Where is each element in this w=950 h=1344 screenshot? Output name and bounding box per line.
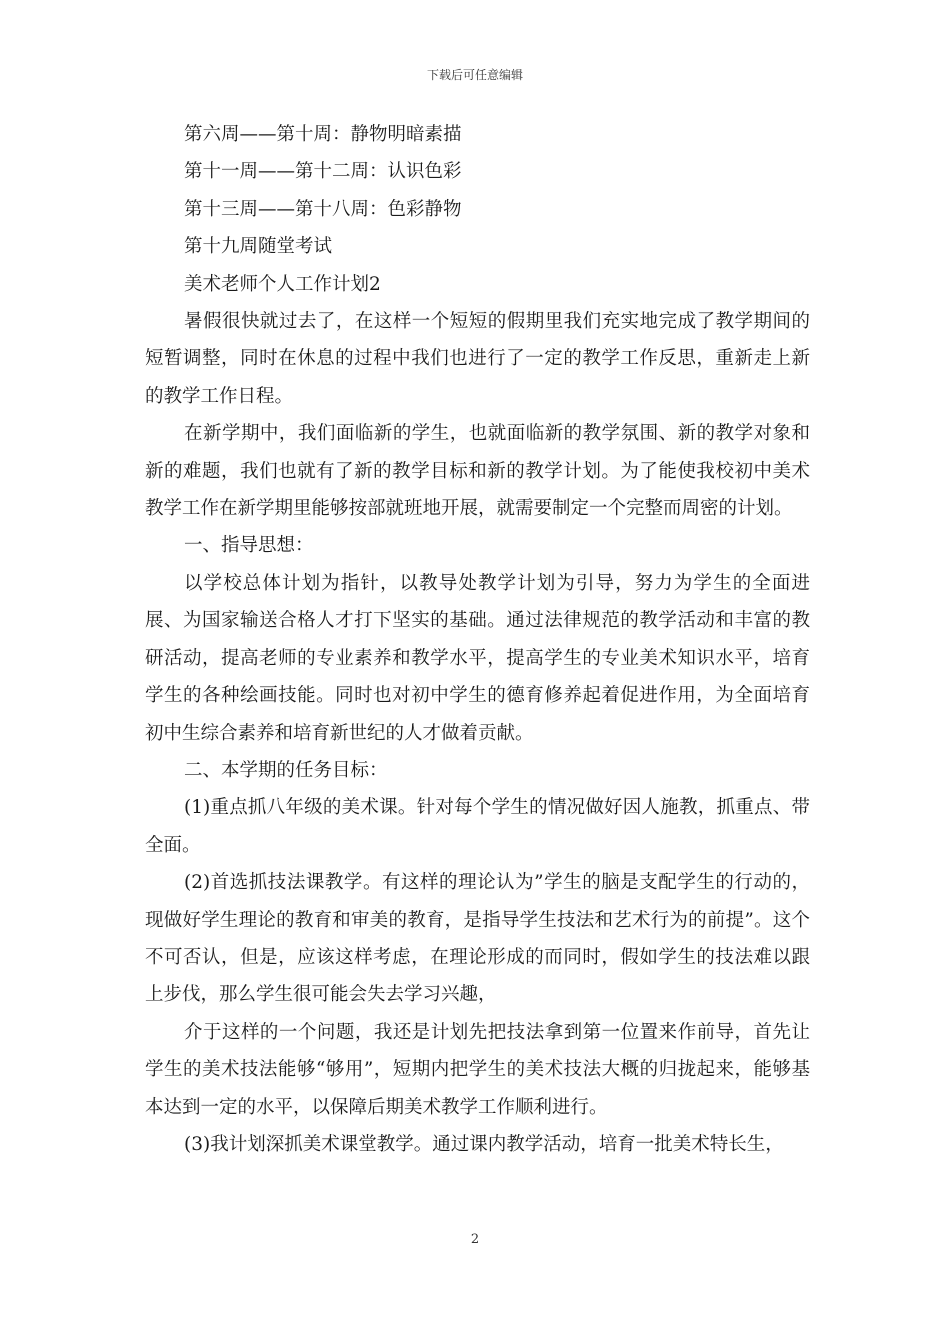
- paragraph: 在新学期中，我们面临新的学生，也就面临新的教学氛围、新的教学对象和新的难题，我们也就有了新的教学目标和新的教学计划。为了能使我校初中美术教学工作在新学期里能够按部就班地开展，就需要制定一个完整而周密的计划。: [145, 423, 810, 520]
- paragraph: 第十三周——第十八周：色彩静物: [184, 198, 462, 220]
- paragraph: 介于这样的一个问题，我还是计划先把技法拿到第一位置来作前导，首先让学生的美术技法能够“够用”，短期内把学生的美术技法大概的归拢起来，能够基本达到一定的水平，以保障后期美术教学工作顺利进行。: [145, 1021, 810, 1118]
- paragraph: (3)我计划深抓美术课堂教学。通过课内教学活动，培育一批美术特长生，: [184, 1133, 784, 1155]
- section-heading: 一、指导思想：: [184, 535, 314, 557]
- section-title: 美术老师个人工作计划2: [184, 273, 381, 295]
- document-body: [145, 116, 810, 1163]
- page-header: 下载后可任意编辑: [426, 68, 523, 82]
- paragraph: 以学校总体计划为指针，以教导处教学计划为引导，努力为学生的全面进展、为国家输送合格人才打下坚实的基础。通过法律规范的教学活动和丰富的教研活动，提高老师的专业素养和教学水平，提高学生的专业美术知识水平，培育学生的各种绘画技能。同时也对初中学生的德育修养起着促进作用，为全面培育初中生综合素养和培育新世纪的人才做着贡献。: [145, 572, 810, 744]
- paragraph: 第十九周随堂考试: [184, 236, 333, 258]
- paragraph: 暑假很快就过去了，在这样一个短短的假期里我们充实地完成了教学期间的短暂调整，同时在休息的过程中我们也进行了一定的教学工作反思，重新走上新的教学工作日程。: [145, 311, 810, 407]
- paragraph: (2)首选抓技法课教学。有这样的理论认为”学生的脑是支配学生的行动的，现做好学生理论的教育和审美的教育，是指导学生技法和艺术行为的前提”。这个不可否认，但是，应该这样考虑，在理论形成的而同时，假如学生的技法难以跟上步伐，那么学生很可能会失去学习兴趣，: [145, 872, 810, 1006]
- paragraph: 第六周——第十周：静物明暗素描: [184, 124, 462, 145]
- paragraph: 第十一周——第十二周：认识色彩: [184, 161, 462, 183]
- paragraph: (1)重点抓八年级的美术课。针对每个学生的情况做好因人施教，抓重点、带全面。: [145, 797, 810, 856]
- page-number: 2: [470, 1232, 480, 1247]
- section-heading: 二、本学期的任务目标：: [184, 759, 388, 781]
